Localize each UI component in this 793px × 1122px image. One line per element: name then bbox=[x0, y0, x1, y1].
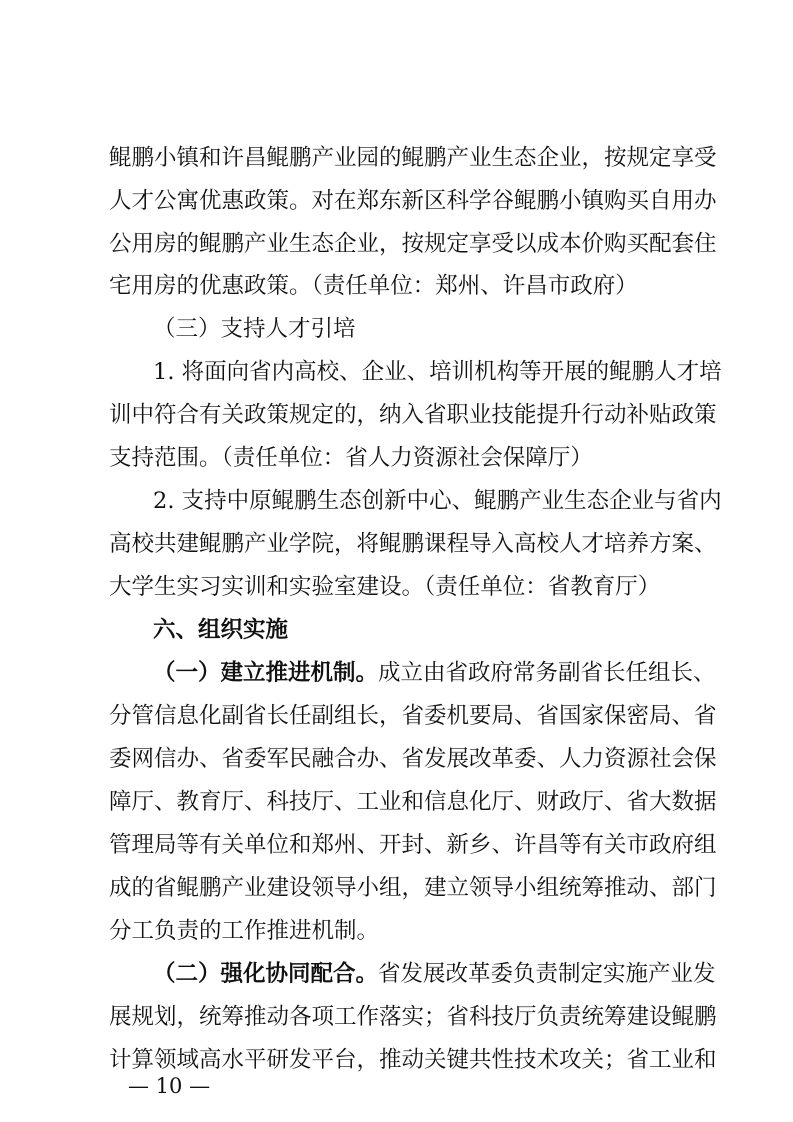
body-text-line: 2. 支持中原鲲鹏生态创新中心、鲲鹏产业生态企业与省内 bbox=[153, 488, 722, 514]
paragraph-lead-heading: （一）建立推进机制。 bbox=[153, 660, 379, 686]
paragraph-text: 成立由省政府常务副省长任组长、 bbox=[378, 660, 716, 686]
page-number: — 10 — bbox=[128, 1074, 211, 1098]
body-text-line: 计算领域高水平研发平台，推动关键共性技术攻关；省工业和 bbox=[109, 1047, 717, 1073]
body-text-line bbox=[153, 653, 716, 693]
body-text-line: 公用房的鲲鹏产业生态企业，按规定享受以成本价购买配套住 bbox=[109, 231, 717, 257]
body-text-line: 训中符合有关政策规定的，纳入省职业技能提升行动补贴政策 bbox=[109, 402, 717, 428]
paragraph-lead-heading: （二）强化协同配合。 bbox=[153, 961, 379, 987]
body-text-line: 分管信息化副省长任副组长，省委机要局、省国家保密局、省 bbox=[109, 703, 717, 729]
body-text-line: 支持范围。（责任单位：省人力资源社会保障厅） bbox=[109, 445, 593, 471]
body-text-line: 成的省鲲鹏产业建设领导小组，建立领导小组统筹推动、部门 bbox=[109, 875, 717, 901]
body-text-line: 分工负责的工作推进机制。 bbox=[109, 918, 380, 944]
body-text-line: 鲲鹏小镇和许昌鲲鹏产业园的鲲鹏产业生态企业，按规定享受 bbox=[109, 145, 717, 171]
body-text-line: 委网信办、省委军民融合办、省发展改革委、人力资源社会保 bbox=[109, 746, 717, 772]
body-text-line: 人才公寓优惠政策。对在郑东新区科学谷鲲鹏小镇购买自用办 bbox=[109, 188, 717, 214]
body-text-line: 管理局等有关单位和郑州、开封、新乡、许昌等有关市政府组 bbox=[109, 832, 717, 858]
paragraph-text: 省发展改革委负责制定实施产业发 bbox=[378, 961, 716, 987]
body-text-line: 大学生实习实训和实验室建设。（责任单位：省教育厅） bbox=[109, 574, 661, 600]
body-text-line: 障厅、教育厅、科技厅、工业和信息化厅、财政厅、省大数据 bbox=[109, 789, 717, 815]
section-subheading: （三）支持人才引培 bbox=[153, 316, 356, 342]
body-text-line: 1. 将面向省内高校、企业、培训机构等开展的鲲鹏人才培 bbox=[153, 359, 722, 385]
section-heading: 六、组织实施 bbox=[153, 617, 289, 643]
body-text-line: 宅用房的优惠政策。（责任单位：郑州、许昌市政府） bbox=[109, 273, 638, 299]
body-text-line: 高校共建鲲鹏产业学院，将鲲鹏课程导入高校人才培养方案、 bbox=[109, 531, 717, 557]
body-text-line: 展规划，统筹推动各项工作落实；省科技厅负责统筹建设鲲鹏 bbox=[109, 1004, 717, 1030]
body-text-line bbox=[153, 954, 716, 994]
